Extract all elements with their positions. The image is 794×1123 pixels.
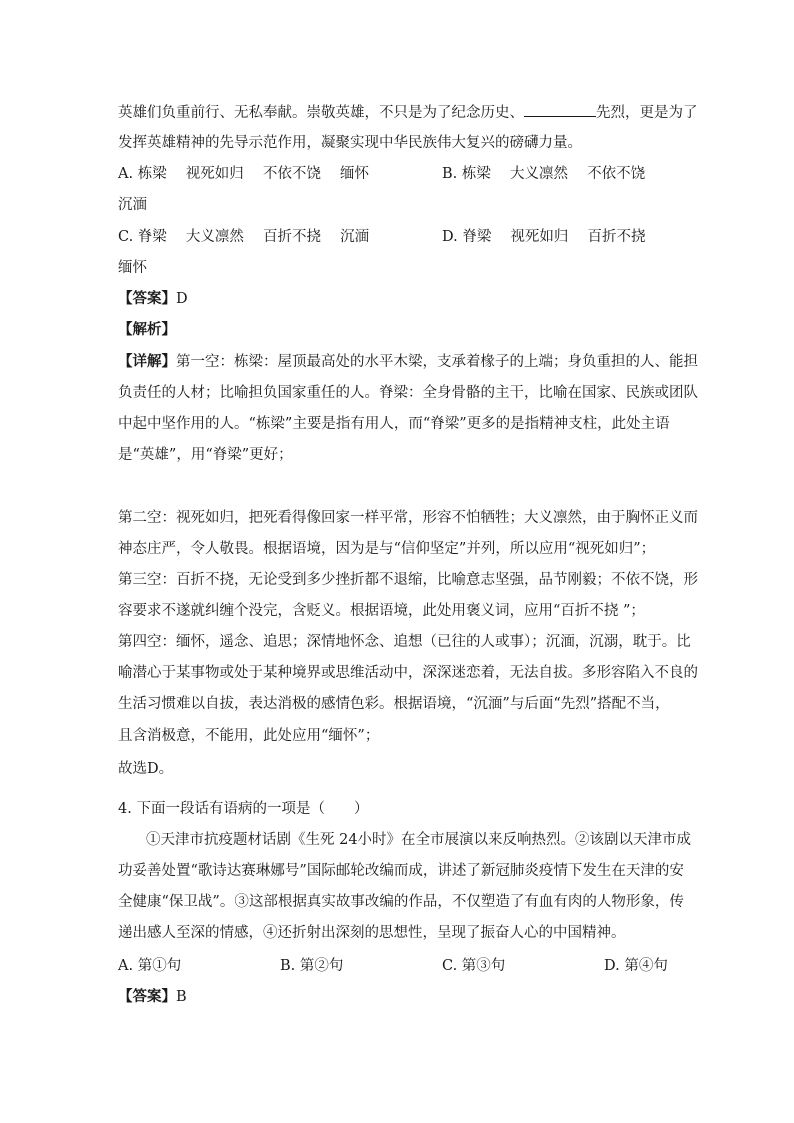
q4-passage-line-2: 功妥善处置“歌诗达赛琳娜号”国际邮轮改编而成，讲述了新冠肺炎疫情下发生在天津的安: [118, 863, 684, 879]
q4-passage-line-4: 递出感人至深的情感，④还折射出深刻的思想性，呈现了振奋人心的中国精神。: [118, 925, 626, 941]
q3-para2-line-8: 且含消极意，不能用，此处应用“缅怀”；: [118, 728, 380, 744]
q3-stem-line-1: [118, 102, 698, 123]
q3-detail-line-3: 中起中坚作用的人。“栋梁”主要是指有用人，而“脊梁”更多的是指精神支柱，此处主语: [118, 416, 670, 432]
q3-option-d-continued: 缅怀: [118, 260, 147, 276]
detail-text: 第一空：栋梁：屋顶最高处的水平木梁，支承着椽子的上端；身负重担的人、能担: [176, 354, 698, 370]
q3-stem-text-b: 先烈，更是为了: [596, 105, 698, 121]
q3-para2-line-6: 喻潜心于某事物或处于某种境界或思维活动中，深深迷恋着，无法自拔。多形容陷入不良的: [118, 665, 698, 681]
q3-para2-line-7: 生活习惯难以自拔，表达消极的感情色彩。根据语境，“沉湎”与后面“先烈”搭配不当，: [118, 696, 670, 712]
q3-stem-text-a: 英雄们负重前行、无私奉献。崇敬英雄，不只是为了纪念历史、: [118, 105, 524, 121]
q3-conclusion: 故选D。: [118, 761, 174, 777]
q4-option-a: A. 第①句: [118, 958, 182, 974]
q4-option-c: C. 第③句: [442, 958, 506, 974]
q4-question: 4. 下面一段话有语病的一项是（ ）: [118, 801, 369, 817]
q3-option-c: C. 脊梁 大义凛然 百折不挠 沉湎: [118, 229, 370, 245]
q4-passage-line-1: ①天津市抗疫题材话剧《生死 24小时》在全市展演以来反响热烈。②该剧以天津市成: [146, 832, 692, 848]
q3-option-d: D. 脊梁 视死如归 百折不挠: [442, 229, 646, 245]
answer-value: B: [176, 989, 187, 1005]
q3-para2-line-2: 神态庄严，令人敬畏。根据语境，因为是与“信仰坚定”并列，所以应用“视死如归”；: [118, 541, 656, 557]
analysis-label: 【解析】: [118, 321, 176, 338]
detail-label: 【详解】: [118, 353, 176, 370]
answer-value: D: [176, 291, 188, 307]
q3-option-b: B. 栋梁 大义凛然 不依不饶: [442, 166, 646, 182]
q3-para2-line-1: 第二空：视死如归，把死看得像回家一样平常，形容不怕牺牲；大义凛然，由于胸怀正义而: [118, 510, 698, 526]
q3-stem-line-2: 发挥英雄精神的先导示范作用，凝聚实现中华民族伟大复兴的磅礴力量。: [118, 135, 582, 151]
q3-fill-blank: [524, 102, 596, 117]
q3-option-a: A. 栋梁 视死如归 不依不饶 缅怀: [118, 166, 370, 182]
q4-passage-line-3: 全健康“保卫战”。③这部根据真实故事改编的作品，不仅塑造了有血有肉的人物形象，传: [118, 894, 684, 910]
q3-analysis-label: [118, 320, 176, 340]
q3-answer: [118, 289, 188, 309]
q3-option-b-continued: 沉湎: [118, 197, 147, 213]
q4-answer: [118, 987, 187, 1007]
answer-label: 【答案】: [118, 988, 176, 1005]
answer-label: 【答案】: [118, 290, 176, 307]
q3-detail-line-1: [118, 352, 698, 372]
q3-detail-line-4: 是“英雄”，用“脊梁”更好；: [118, 447, 293, 463]
q4-option-d: D. 第④句: [604, 958, 668, 974]
q4-option-b: B. 第②句: [280, 958, 344, 974]
q3-para2-line-3: 第三空：百折不挠，无论受到多少挫折都不退缩，比喻意志坚强，品节刚毅；不依不饶，形: [118, 572, 698, 588]
q3-para2-line-5: 第四空：缅怀，遥念、追思；深情地怀念、追想（已往的人或事）；沉湎，沉溺，耽于。比: [118, 634, 691, 650]
q3-detail-line-2: 负责任的人材；比喻担负国家重任的人。脊梁：全身骨骼的主干，比喻在国家、民族或团队: [118, 385, 698, 401]
q3-para2-line-4: 容要求不遂就纠缠个没完，含贬义。根据语境，此处用褒义词，应用“百折不挠 ”；: [118, 603, 645, 619]
